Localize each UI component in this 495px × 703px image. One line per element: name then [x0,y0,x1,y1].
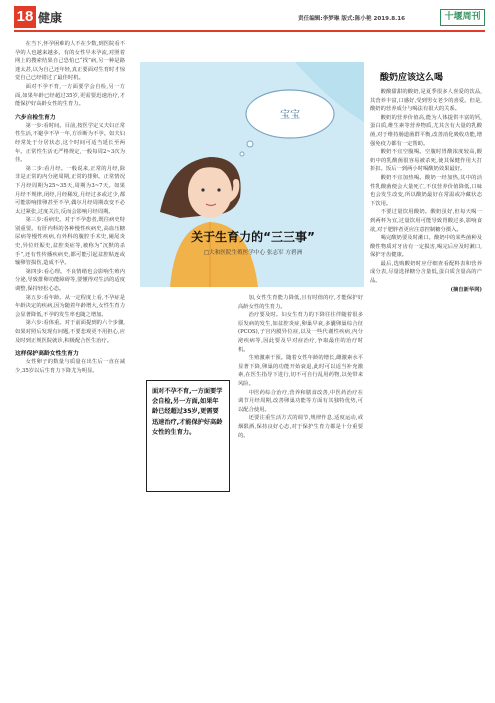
header-rule [14,30,485,32]
paragraph: 不要过量饮用酸奶。酸奶虽好,但每天喝一到两杯为宜,过量饮用可能导致胃酸过多,影响食欲,对于肥胖者更应注意控制糖分摄入。 [370,209,482,233]
paragraph: 在当下,怀孕困难的人不在少数,到医院看不孕的人也越来越多。有的女性早未孕流,对照着网上的搜索结果自己恐怕已“找”病,另一种是路迷太甚,以为自己还年轻,真正要面对生育时才惊觉自己已经错过了最佳时机。 [15,41,125,82]
paragraph: 酸奶不宜空腹喝。空腹时胃酸浓度较高,酸奶中的乳酸菌很容易被杀死,使其保健作用大打折扣。饭后一到两小时喝酸奶效果最好。 [370,149,482,173]
article-column-1 [15,40,125,695]
paragraph: 加,女性生育能力降低,且有时值的疗,才能保护好高龄女性的生育力。 [238,295,363,310]
pull-quote [146,380,230,492]
paragraph: 酸奶的营养价值高,能为人体提供丰富的钙,蛋白质,维生素等营养物质,尤其含有大量的乳酸菌,对于维持肠道菌群平衡,改善消化吸收功能,增强免疫力都有一定帮助。 [370,114,482,147]
article-column-2 [238,294,363,689]
paragraph: 酸奶不宜加热喝。酸奶一经加热,其中的活性乳酸菌便会大量死亡,不仅营养价值降低,口味也会发生改变,所以酸奶最好在常温或冷藏状态下饮用。 [370,174,482,207]
paragraph: 喝完酸奶要及时漱口。酸奶中的某些菌种及酸性物质对牙齿有一定损害,喝完后应及时漱口,保护牙齿健康。 [370,235,482,259]
paragraph: 第四步:看心理。不良情绪也会影响生殖内分泌,导致排卵功能障碍等,要懂得对生活的适度调整,保持轻松心态。 [15,268,125,293]
paragraph: 第三步:看病史。对于不孕患者,既往病史特别重要。有肝内科的各种慢性疾病史,高血压糖尿病等慢性疾病,有外科的腹腔手术史,阑尾炎史,异位妊娠史,盆腔炎症等,被称为“沉默的杀手”,还有性传播疾病史,都可能引起盆腔粘连或输卵管损伤,造成不孕。 [15,217,125,267]
thought-bubble-text: 宝宝 [280,110,300,121]
paragraph: 第六步:看体重。对于前面提到的六个步骤,如果对照后发现有问题,不要悲观更不用担心,应及时到正规医院就诊,积极配合医生治疗。 [15,320,125,344]
masthead-logo: 十堰周刊 [440,9,485,26]
paragraph: 还要注重生活方式的调节,规律作息,适度运动,戒烟限酒,保持良好心态,对于保护生育力都是十分重要的。 [238,415,363,439]
section-heading: 这样保护高龄女性生育力 [15,351,79,358]
paragraph: (摘自新华网) [450,286,482,293]
paragraph: 最后,选购酸奶时应仔细查看配料表和营养成分表,尽量选择糖分含量低,蛋白质含量高的产品。 [370,260,482,285]
sidebar-article-column [370,88,482,688]
page-number: 18 [14,6,36,28]
editor-credits: 责任编辑:李梦琳 版式:陈小艳 2019.8.16 [298,16,405,22]
paragraph: 生殖激素干预。随着女性年龄的增长,雌激素水平显著下降,卵巢的功能开始衰退,此时可以适当补充激素,在医生指导下进行,切不可自行乱用药物,以免带来风险。 [238,355,363,387]
paragraph: 女性卵子的数量与质量在出生后一直在减少,35岁以后生育力下降尤为明显。 [15,359,125,374]
paragraph: 治疗要及时。妇女生育力的下降往往伴随着很多原发病的发生,如盆腔炎症,卵巢早衰,多囊卵巢综合征(PCOS),子宫内膜异位症,以及一些代谢性疾病,内分泌疾病等,因此要及早对症治疗,争取最佳的治疗时机。 [238,312,363,353]
paragraph: 中医药综合治疗,营养和膳食改善,中医药治疗在调节月经周期,改善卵巢功能等方面有其独特优势,可以配合使用。 [238,389,363,413]
article-byline: □大和医院生殖医学中心 张志军 方碧洲 [203,250,303,256]
paragraph: 第一步:看时间。目前,按医学定义夫妇正常性生活,不避孕不孕一年,方诊断为不孕。如夫妇经常处于分居状态,这个时间可适当延长至两年。正常性生活无严格规定,一般每周2~3次为佳。 [15,122,125,164]
page-header [0,0,495,32]
article-title-block [168,228,338,256]
paragraph: 酸酸甜甜的酸奶,是夏季很多人喜爱的饮品,其营养丰富,口感好,受到男女老少的喜爱。但是,酸奶的营养成分与喝法有很大的关系。 [370,89,482,113]
paragraph: 第五步:看年龄。从一定程度上看,不孕症是年龄决定的疾病,因为随着年龄增大,女性生育力会显著降低,不孕的发生率也随之增加。 [15,294,125,318]
sidebar-article-title: 酸奶应该这么喝 [380,73,444,83]
paragraph: 第二步:看月经。一般说来,正常的月经,除非是正常的内分泌周期,正常的排卵。正常情况下月经周期为25~35天,周期为3~7天。如果月经不规律,闭经,月经稀发,月经过多或过少,都可能影响排卵甚至不孕,偶尔月经周期改变不必太过紧张,过度关注,反而会影响月经周期。 [15,165,125,215]
pull-quote-text: 面对不孕不育,一方面要学会自检,另一方面,如果年龄已经超过35岁,更需要迅速治疗,才能保护好高龄女性的生育力。 [152,388,223,436]
section-heading: 六步自检生育力 [15,114,56,121]
paragraph: 面对不孕不育,一方面要学会自检,另一方面,如果年龄已经超过35岁,更需要迅速治疗,才能保护好高龄女性的生育力。 [15,83,125,108]
article-title: 关于生育力的“三三事” [191,230,315,244]
section-name: 健康 [38,11,63,25]
